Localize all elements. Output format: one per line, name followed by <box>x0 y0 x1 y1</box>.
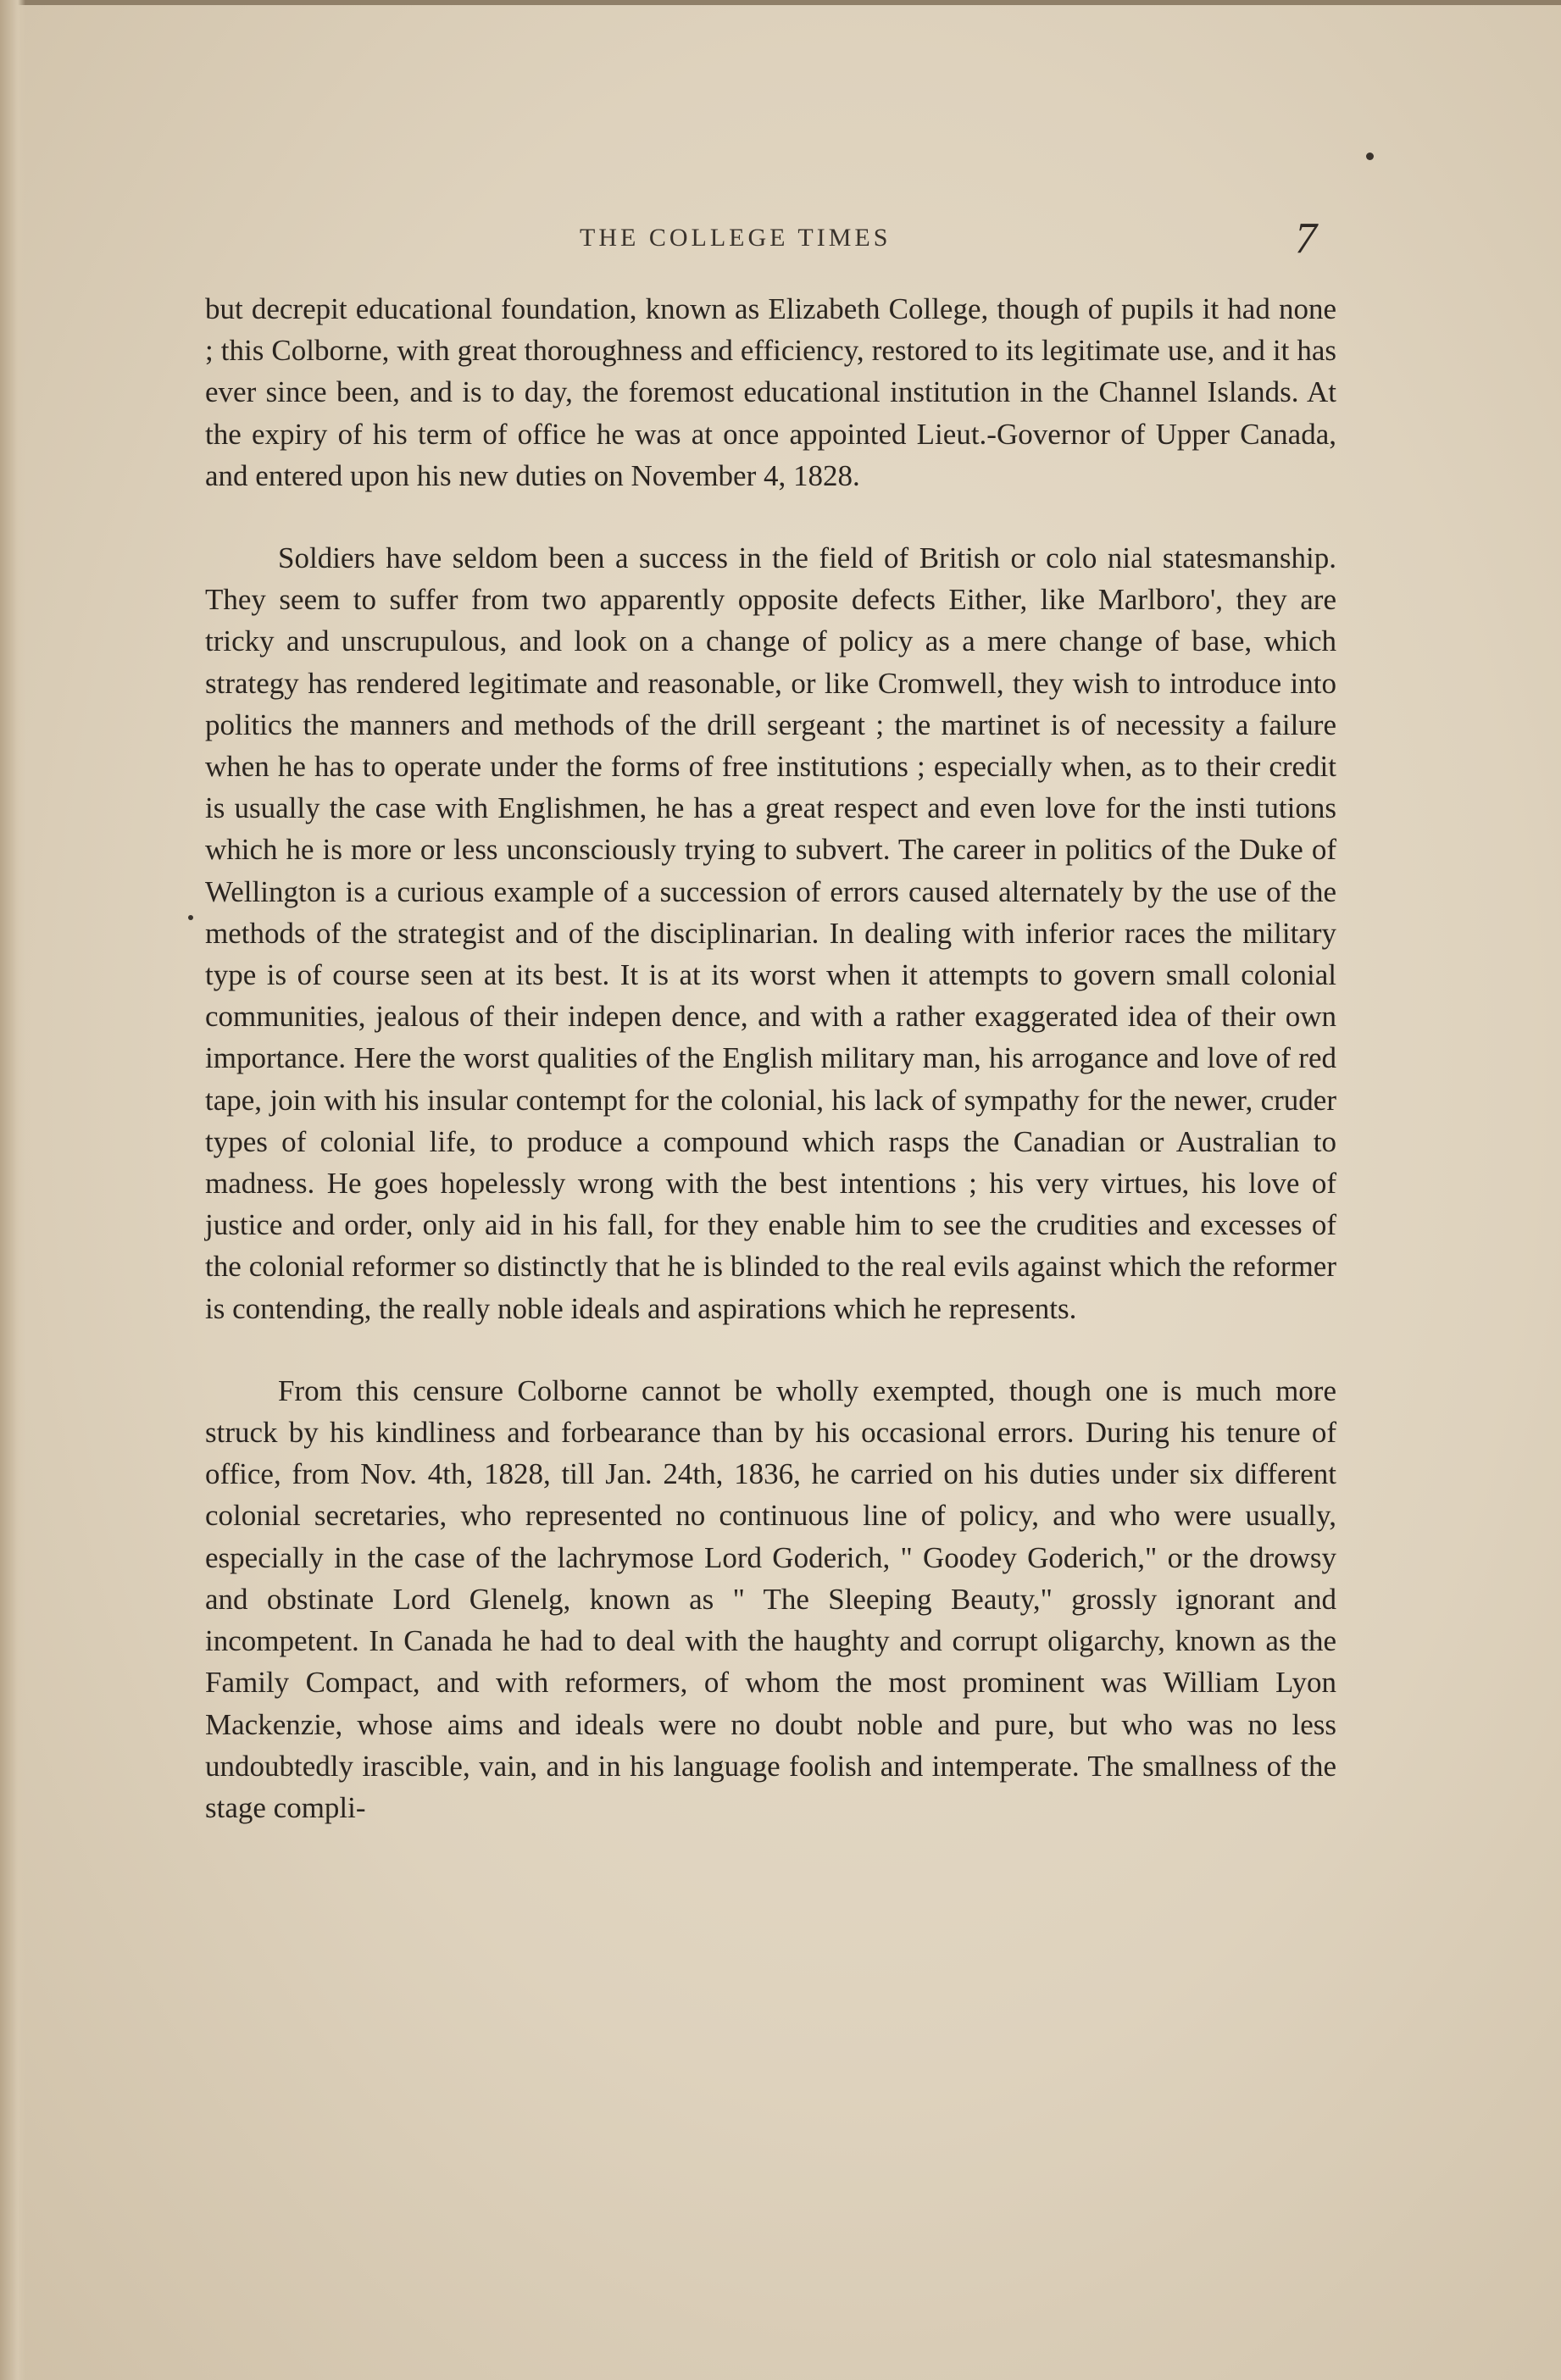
page-number: 7 <box>1295 214 1317 263</box>
paragraph-2: Soldiers have seldom been a success in the field of British or colo nial statesmanship. They seem to suffer from two apparently opposite defects Either, like Marlboro', they are tricky and unscrupulous, and look on a change of policy as a mere change of base, which strategy has rendered legitimate and reasonable, or like Cromwell, they wish to introduce into politics the manners and methods of the drill sergeant ; the martinet is of necessity a failure when he has to operate under the forms of free institutions ; especially when, as to their credit is usually the case with Englishmen, he has a great respect and even love for the insti tutions which he is more or less unconsciously trying to subvert. The career in politics of the Duke of Wellington is a curious example of a succession of errors caused alternately by the use of the methods of the strategist and of the disciplinarian. In dealing with inferior races the military type is of course seen at its best. It is at its worst when it attempts to govern small colonial communities, jealous of their indepen dence, and with a rather exaggerated idea of their own importance. Here the worst qualities of the English military man, his arrogance and love of red tape, join with his insular contempt for the colonial, his lack of sympathy for the newer, cruder types of colonial life, to produce a compound which rasps the Canadian or Australian to madness. He goes hopelessly wrong with the best intentions ; his very virtues, his love of justice and order, only aid in his fall, for they enable him to see the crudities and excesses of the colonial reformer so distinctly that he is blinded to the real evils against which the reformer is contending, the really noble ideals and aspirations which he represents. <box>205 541 1336 1325</box>
body-text <box>205 288 1336 1869</box>
page-binding-edge <box>0 0 25 2380</box>
ink-speck <box>1366 153 1374 160</box>
running-title: THE COLLEGE TIMES <box>580 224 892 252</box>
page-top-edge <box>0 0 1561 5</box>
paragraph-1: but decrepit educational foundation, known as Elizabeth College, though of pupils it had none ; this Colborne, with great thoroughness and efficiency, restored to its legitimate use, and it has ever since been, and is to day, the foremost educational institution in the Channel Islands. At the expiry of his term of office he was at once appointed Lieut.-Governor of Upper Canada, and entered upon his new duties on November 4, 1828. <box>205 292 1336 492</box>
ink-speck <box>188 915 193 920</box>
paragraph-3: From this censure Colborne cannot be wholly exempted, though one is much more struck by his kindliness and forbearance than by his occasional errors. During his tenure of office, from Nov. 4th, 1828, till Jan. 24th, 1836, he carried on his duties under six different colonial secretaries, who represented no continuous line of policy, and who were usually, especially in the case of the lachrymose Lord Goderich, " Goodey Goderich," or the drowsy and obstinate Lord Glenelg, known as " The Sleeping Beauty," grossly ignorant and incompetent. In Canada he had to deal with the haughty and corrupt oligarchy, known as the Family Compact, and with reformers, of whom the most prominent was William Lyon Mackenzie, whose aims and ideals were no doubt noble and pure, but who was no less undoubtedly irascible, vain, and in his language foolish and intemperate. The smallness of the stage compli- <box>205 1373 1336 1824</box>
